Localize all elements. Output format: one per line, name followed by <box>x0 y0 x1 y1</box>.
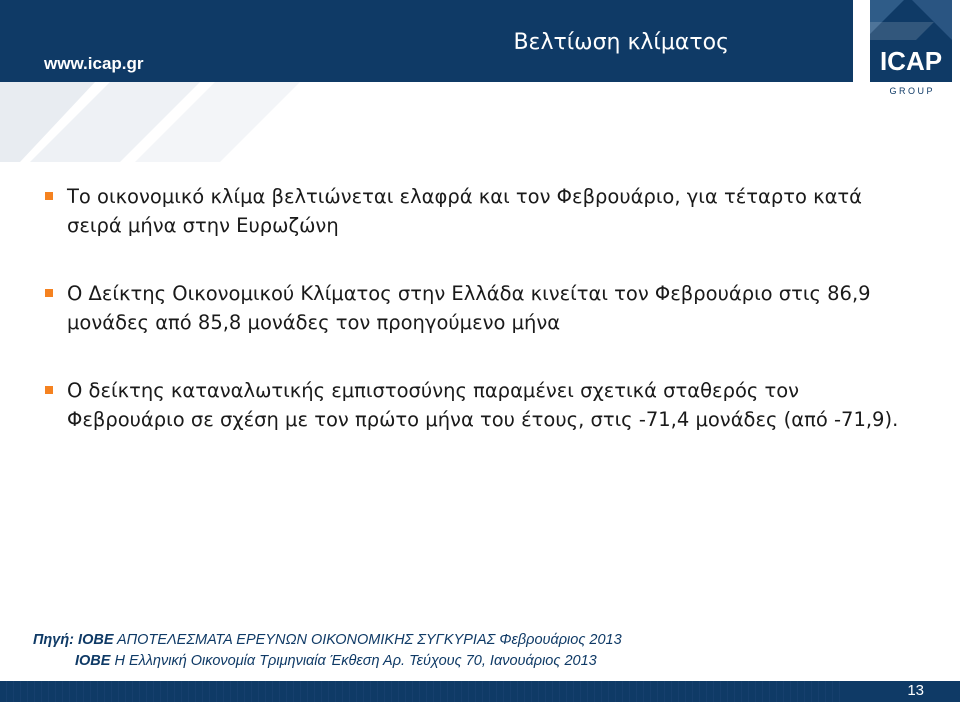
source-line-1 <box>33 630 913 651</box>
slide-title: Βελτίωση κλίματος <box>513 30 729 55</box>
header-band <box>0 0 853 82</box>
source-line-2 <box>33 651 913 672</box>
source-label: Πηγή: <box>33 632 75 648</box>
source-text: ΑΠΟΤΕΛΕΣΜΑΤΑ ΕΡΕΥΝΩΝ ΟΙΚΟΝΟΜΙΚΗΣ ΣΥΓΚΥΡΙΑΣ Φεβρουάριος 2013 <box>117 632 622 648</box>
icap-logo <box>864 0 960 100</box>
bullet-item <box>42 376 902 434</box>
bullet-text: Το οικονομικό κλίμα βελτιώνεται ελαφρά και τον Φεβρουάριο, για τέταρτο κατά σειρά μήνα στην Ευρωζώνη <box>67 185 863 237</box>
site-url[interactable]: www.icap.gr <box>44 54 144 73</box>
bullet-item <box>42 182 902 240</box>
bullet-text: Ο δείκτης καταναλωτικής εμπιστοσύνης παραμένει σχετικά σταθερός τον Φεβρουάριο σε σχέση με τον πρώτο μήνα του έτους, στις -71,4 μονάδες (από -71,9). <box>67 379 899 431</box>
page-number: 13 <box>907 682 924 699</box>
bullet-list <box>42 182 902 473</box>
diagonal-decoration <box>0 82 340 162</box>
logo-wordmark: ICAP <box>879 46 943 76</box>
source-org: ΙΟΒΕ <box>78 632 114 648</box>
footer-stripe <box>0 681 840 702</box>
square-bullet-icon <box>45 289 53 297</box>
square-bullet-icon <box>45 192 53 200</box>
bullet-text: Ο Δείκτης Οικονομικού Κλίματος στην Ελλάδα κινείται τον Φεβρουάριο στις 86,9 μονάδες από 85,8 μονάδες τον προηγούμενο μήνα <box>67 282 871 334</box>
source-text: Η Ελληνική Οικονομία Τριμηνιαία Έκθεση Αρ. Τεύχους 70, Ιανουάριος 2013 <box>110 653 597 669</box>
square-bullet-icon <box>45 386 53 394</box>
bullet-item <box>42 279 902 337</box>
source-org: ΙΟΒΕ <box>75 653 111 669</box>
source-note <box>33 630 913 672</box>
logo-subtext: G R O U P <box>889 86 933 96</box>
